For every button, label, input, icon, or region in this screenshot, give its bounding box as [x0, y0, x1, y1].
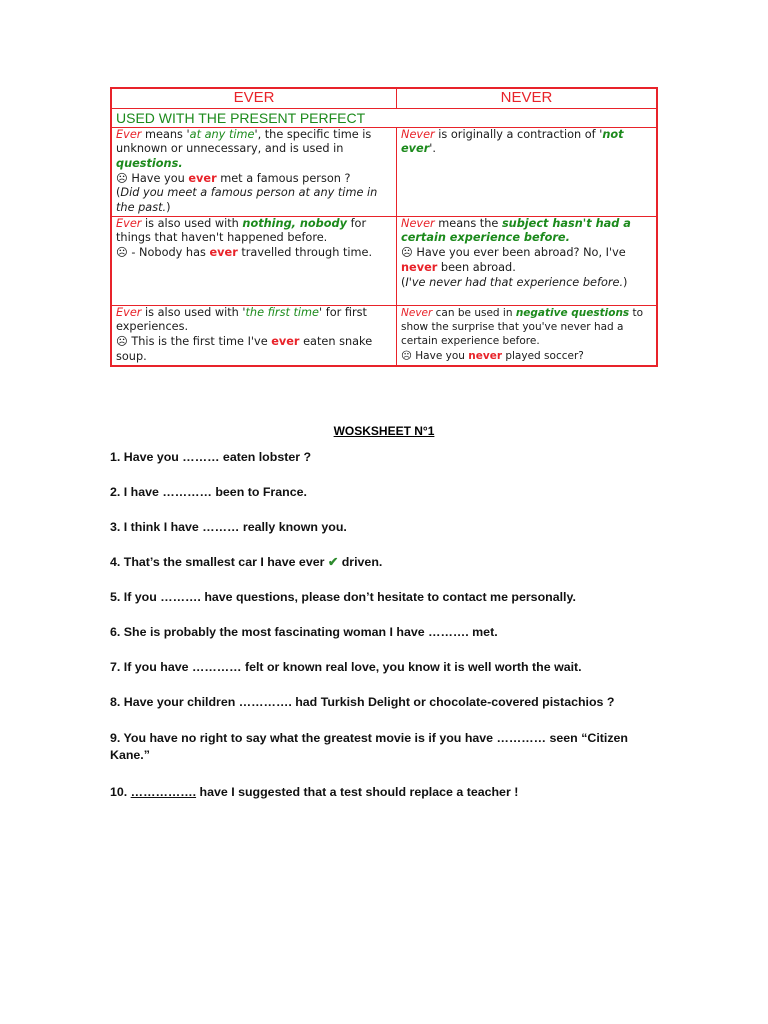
question-2: 2. I have ………… been to France. — [110, 485, 307, 499]
cell-never-experience: Never means the subject hasn't had a certain experience before. ☹ Have you ever been abroad? No, I've never been abroad. (I've never had that experience before.) — [397, 216, 658, 305]
question-10: 10. ……………. have I suggested that a test should replace a teacher ! — [110, 785, 519, 799]
question-4: 4. That’s the smallest car I have ever ✔ driven. — [110, 555, 383, 569]
question-6: 6. She is probably the most fascinating woman I have ………. met. — [110, 625, 498, 639]
question-8: 8. Have your children …………. had Turkish Delight or chocolate-covered pistachios ? — [110, 695, 615, 709]
cell-ever-nothing-nobody: Ever is also used with nothing, nobody for things that haven't happened before. ☹ - Nobody has ever travelled through time. — [111, 216, 397, 305]
header-ever: EVER — [111, 88, 397, 108]
checkmark-icon: ✔ — [327, 555, 339, 569]
ever-never-table — [110, 87, 658, 367]
question-3: 3. I think I have ……… really known you. — [110, 520, 347, 534]
header-never: NEVER — [397, 88, 658, 108]
question-5: 5. If you ………. have questions, please don’t hesitate to contact me personally. — [110, 590, 576, 604]
cell-ever-at-any-time: Ever means 'at any time', the specific time is unknown or unnecessary, and is used in questions. ☹ Have you ever met a famous person ? (Did you meet a famous person at any time in the past.) — [111, 127, 397, 216]
cell-never-contraction: Never is originally a contraction of 'not ever'. — [397, 127, 658, 216]
subheader-present-perfect: USED WITH THE PRESENT PERFECT — [111, 108, 657, 127]
question-1: 1. Have you ……… eaten lobster ? — [110, 450, 312, 464]
question-9: 9. You have no right to say what the greatest movie is if you have ………… seen “Citizen Kane.” — [110, 731, 629, 762]
worksheet-title: WOSKSHEET N°1 — [333, 424, 435, 438]
cell-never-negative-questions: Never can be used in negative questions to show the surprise that you've never had a certain experience before. ☹ Have you never played soccer? — [397, 305, 658, 366]
question-7: 7. If you have ………… felt or known real love, you know it is well worth the wait. — [110, 660, 582, 674]
cell-ever-first-time: Ever is also used with 'the first time' for first experiences. ☹ This is the first time I've ever eaten snake soup. — [111, 305, 397, 366]
